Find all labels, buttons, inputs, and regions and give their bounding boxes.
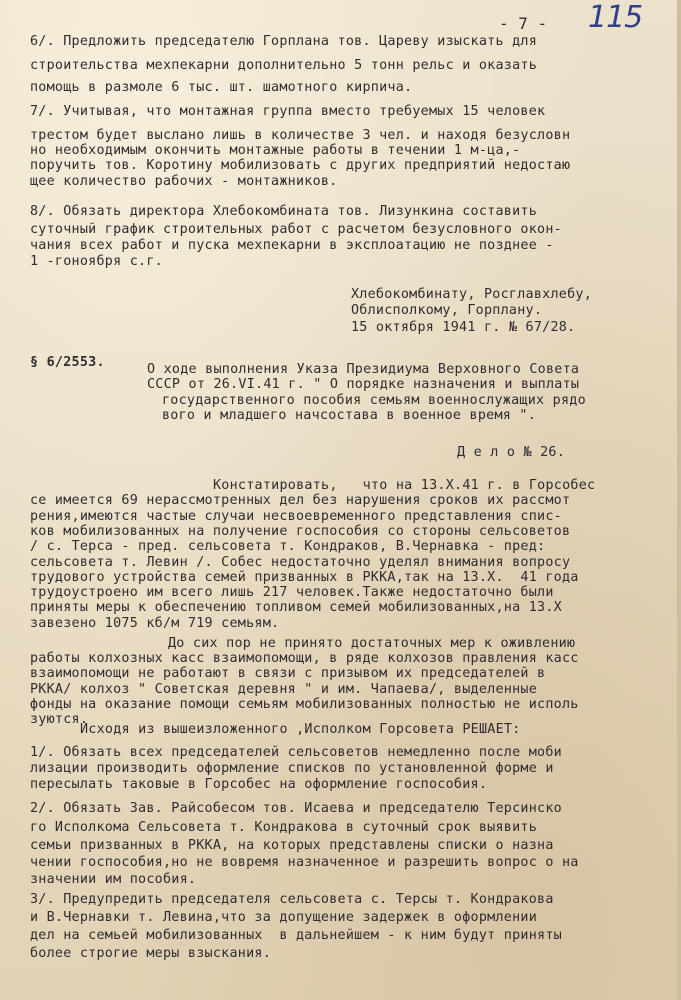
document-line: но необходимым окончить монтажные работы в течении 1 м-ца,- (30, 143, 521, 158)
document-line: трестом будет выслано лишь в количестве 3 чел. и находя безусловн (30, 128, 571, 143)
document-line: 7/. Учитывая, что монтажная группа вместо требуемых 15 человек (30, 104, 546, 119)
document-line: чания всех работ и пуска мехпекарни в эксплоатацию не позднее - (30, 238, 554, 253)
document-line: дел на семьей мобилизованных в дальнейшем - к ним будут приняты (30, 928, 562, 943)
document-line: строительства мехпекарни дополнительно 5 тонн рельс и оказать (30, 58, 538, 73)
document-line: Констатировать, что на 13.Х.41 г. в Горсобес (213, 478, 596, 493)
document-line: ков мобилизованных на получение госпособия со стороны сельсоветов (30, 524, 571, 539)
document-line: 2/. Обязать Зав. Райсобесом тов. Исаева и председателю Терсинско (30, 801, 562, 816)
document-line: фонды на оказание помощи семьям мобилизованных полностью не исполь (30, 697, 579, 712)
document-line: вого и младшего начсостава в военное время ". (162, 408, 537, 423)
document-line: государственного пособия семьям военнослужащих рядо (162, 393, 586, 408)
document-line: 1/. Обязать всех председателей сельсоветов немедленно после моби (30, 745, 562, 760)
document-line: Д е л о № 26. (457, 445, 566, 460)
document-line: лизации производить оформление списков по установленной форме и (30, 761, 554, 776)
document-line: рения,имеются частые случаи несвоевременного представления спис- (30, 509, 562, 524)
document-line: Исходя из вышеизложенного ,Исполком Горсовета РЕШАЕТ: (80, 722, 521, 737)
document-line: О ходе выполнения Указа Президиума Верховного Совета (147, 362, 580, 377)
document-line: Облисполкому, Горплану. (351, 303, 543, 318)
document-line: и В.Чернавки т. Левина,что за допущение задержек в оформлении (30, 910, 538, 925)
page-edge (677, 0, 681, 1000)
document-line: § 6/2553. (30, 355, 105, 370)
document-line: трудового устройства семей призванных в РККА,так на 13.Х. 41 года (30, 570, 579, 585)
document-line: зуются. (30, 712, 89, 727)
document-line: работы колхозных касс взаимопомощи, в ряде колхозов правления касс (30, 651, 579, 666)
document-line: чении госпособия,но не вовремя назначенное и разрешить вопрос о на (30, 855, 579, 870)
document-line: 15 октября 1941 г. № 67/28. (351, 320, 576, 335)
document-line: трудоустроено им всего лишь 217 человек.Также недостаточно были (30, 585, 554, 600)
document-line: сельсовета т. Левин /. Собес недостаточно уделял внимания вопросу (30, 555, 571, 570)
document-line: пересылать таковые в Горсобес на оформление госпособия. (30, 777, 488, 792)
document-line: 3/. Предупредить председателя сельсовета с. Терсы т. Кондракова (30, 892, 554, 907)
document-line: се имеется 69 нерассмотренных дел без нарушения сроков их рассмот (30, 493, 571, 508)
page-number: - 7 - (499, 14, 548, 33)
document-line: значении им пособия. (30, 872, 197, 887)
document-line: приняты меры к обеспечению топливом семей мобилизованных,на 13.Х (30, 600, 562, 615)
document-line: завезено 1075 кб/м 719 семьям. (30, 616, 280, 631)
document-line: семьи призванных в РККА, на которых представлены списки о назна (30, 838, 554, 853)
document-line: 1 -гоноября с.г. (30, 254, 163, 269)
document-line: более строгие меры взыскания. (30, 946, 272, 961)
document-line: / с. Терса - пред. сельсовета т. Кондраков, В.Чернавка - пред: (30, 539, 546, 554)
document-line: РККА/ колхоз " Советская деревня " и им. Чапаева/, выделенные (30, 682, 538, 697)
document-line: взаимопомощи не работают в связи с призывом их председателей в (30, 666, 546, 681)
document-line: Хлебокомбинату, Росглавхлебу, (351, 287, 593, 302)
document-line: СССР от 26.VI.41 г. " О порядке назначения и выплаты (147, 377, 580, 392)
document-line: суточный график строительных работ с расчетом безусловного окон- (30, 222, 562, 237)
document-line: помощь в размоле 6 тыс. шт. шамотного кирпича. (30, 80, 413, 95)
document-line: го Исполкома Сельсовета т. Кондракова в суточный срок выявить (30, 820, 538, 835)
document-line: щее количество рабочих - монтажников. (30, 174, 338, 189)
handwritten-folio-number: 115 (588, 0, 643, 35)
document-line: До сих пор не принято достаточных мер к оживлению (168, 636, 576, 651)
document-line: 8/. Обязать директора Хлебокомбината тов. Лизункина составить (30, 204, 538, 219)
document-line: поручить тов. Коротину мобилизовать с других предприятий недостаю (30, 158, 571, 173)
document-line: 6/. Предложить председателю Горплана тов. Цареву изыскать для (30, 34, 538, 49)
